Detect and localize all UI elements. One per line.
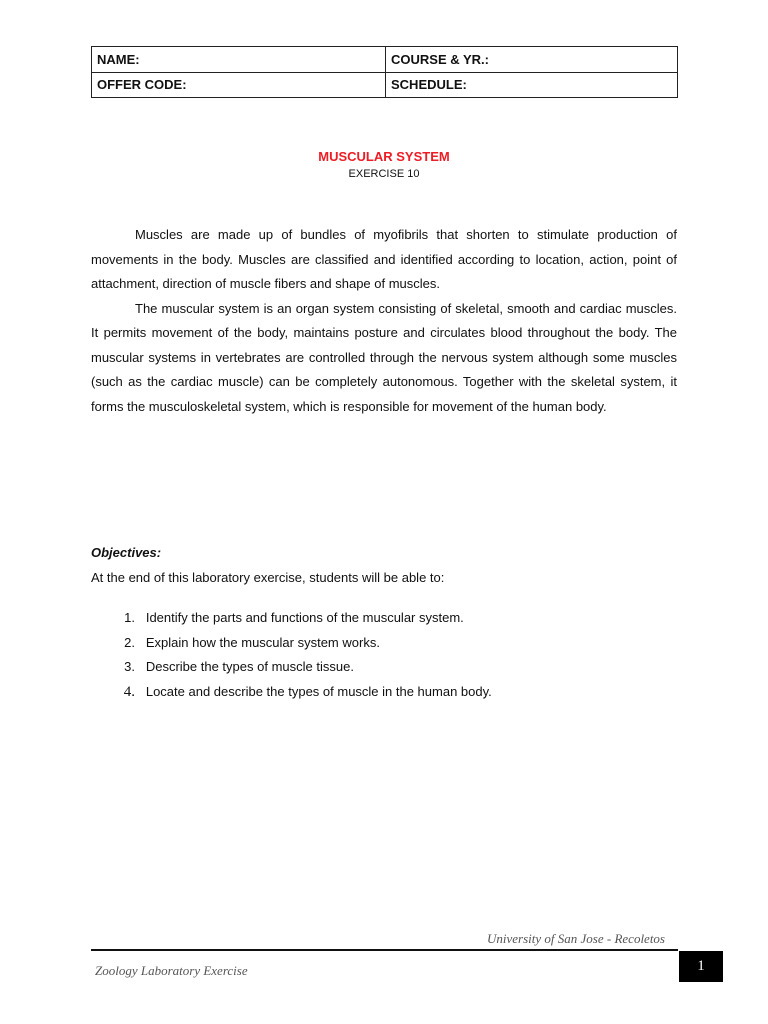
intro-text — [91, 223, 677, 419]
footer-divider — [91, 949, 678, 951]
list-text: Describe the types of muscle tissue. — [145, 659, 354, 675]
paragraph: Muscles are made up of bundles of myofibrils that shorten to stimulate production of movements in the body. Muscles are classified and identified according to location, action, point of attachment, direction of muscle fibers and shape of muscles. — [91, 227, 677, 291]
schedule-label: SCHEDULE: — [386, 72, 678, 98]
document-title: MUSCULAR SYSTEM — [318, 149, 450, 164]
list-number: 4. — [123, 684, 135, 701]
list-text: Locate and describe the types of muscle in the human body. — [145, 684, 492, 700]
info-row — [92, 47, 678, 73]
list-item — [91, 631, 492, 656]
list-text: Explain how the muscular system works. — [145, 634, 380, 650]
offer-code-label: OFFER CODE: — [92, 72, 386, 98]
list-number: 1. — [124, 610, 135, 625]
student-info-table — [91, 46, 678, 98]
objectives-heading: Objectives: — [91, 545, 162, 560]
list-item — [91, 606, 492, 631]
info-row — [92, 72, 678, 98]
course-year-label: COURSE & YR.: — [386, 47, 678, 73]
exercise-number: EXERCISE 10 — [348, 168, 420, 180]
name-label: NAME: — [92, 47, 386, 73]
list-number: 3. — [124, 659, 135, 675]
list-text: Identify the parts and functions of the muscular system. — [145, 610, 464, 625]
objectives-list — [91, 606, 492, 705]
list-number: 2. — [124, 634, 135, 650]
course-footer-text: Zoology Laboratory Exercise — [95, 963, 248, 978]
list-item — [91, 655, 492, 680]
page-number: 1 — [679, 951, 723, 982]
university-name: University of San Jose - Recoletos — [487, 931, 665, 946]
paragraph: The muscular system is an organ system consisting of skeletal, smooth and cardiac muscles. It permits movement of the body, maintains posture and circulates blood throughout the body. The muscular systems in vertebrates are controlled through the nervous system although some muscles (such as the cardiac muscle) can be completely autonomous. Together with the skeletal system, it forms the musculoskeletal system, which is responsible for movement of the human body. — [91, 300, 677, 414]
objectives-intro: At the end of this laboratory exercise, students will be able to: — [91, 570, 445, 585]
list-item — [91, 680, 492, 705]
